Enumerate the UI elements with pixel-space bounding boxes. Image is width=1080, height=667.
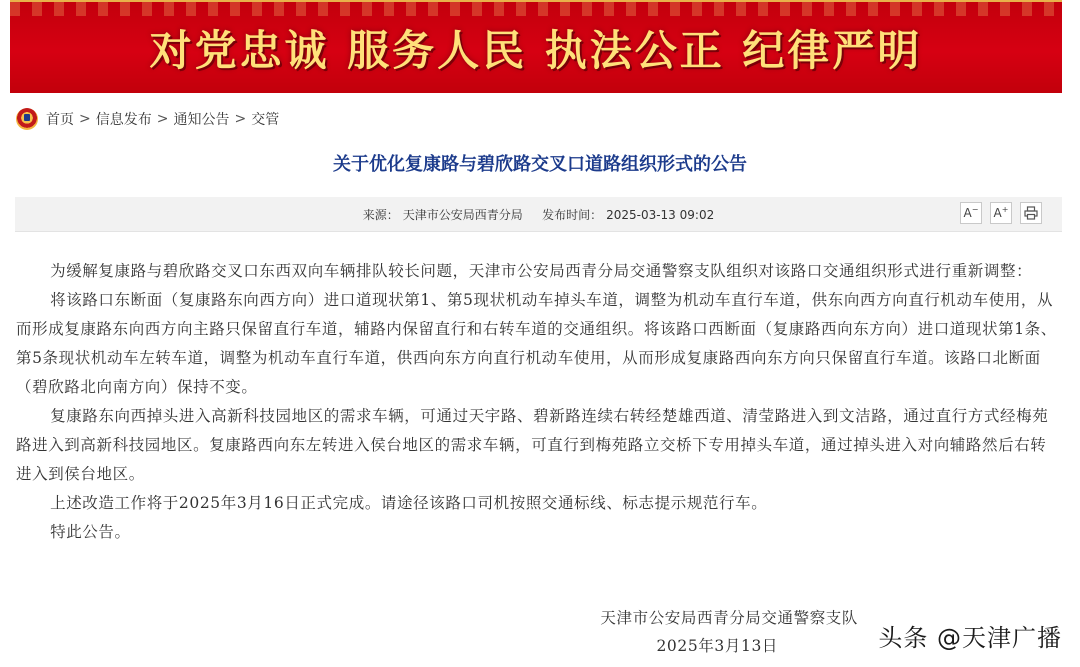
header-banner	[10, 0, 1062, 93]
banner-slogan: 对党忠诚 服务人民 执法公正 纪律严明	[149, 25, 923, 75]
signature-org: 天津市公安局西青分局交通警察支队	[600, 609, 858, 627]
breadcrumb-separator: >	[234, 111, 247, 127]
breadcrumb-notices[interactable]: 通知公告	[173, 112, 230, 128]
font-increase-label: A	[993, 206, 1002, 220]
breadcrumb-separator: >	[156, 111, 169, 127]
source-label: 来源：	[362, 208, 399, 222]
breadcrumb	[16, 108, 279, 130]
breadcrumb-home[interactable]: 首页	[46, 112, 74, 128]
article-title: 关于优化复康路与碧欣路交叉口道路组织形式的公告	[333, 154, 747, 175]
article-signature	[600, 604, 858, 660]
article-paragraph: 特此公告。	[50, 523, 131, 541]
source-value: 天津市公安局西青分局	[402, 208, 523, 222]
time-value: 2025-03-13 09:02	[606, 208, 715, 222]
print-button[interactable]	[1020, 202, 1042, 224]
toutiao-watermark: 头条 @天津广播	[878, 624, 1062, 652]
article-paragraph: 复康路东向西掉头进入高新科技园地区的需求车辆，可通过天宇路、碧新路连续右转经楚雄西道、清莹路进入到文洁路，通过直行方式经梅苑路进入到高新科技园地区。复康路西向东左转进入侯台地区的需求车辆，可直行到梅苑路立交桥下专用掉头车道，通过掉头进入对向辅路然后右转进入到侯台地区。	[16, 407, 1049, 483]
font-increase-button[interactable]: A +	[990, 202, 1012, 224]
article-body	[16, 257, 1062, 547]
font-decrease-button[interactable]: A −	[960, 202, 982, 224]
breadcrumb-traffic[interactable]: 交管	[251, 112, 280, 128]
font-decrease-label: A	[963, 206, 972, 220]
time-label: 发布时间：	[542, 208, 603, 222]
breadcrumb-separator: >	[79, 111, 91, 127]
article-paragraph: 上述改造工作将于2025年3月16日正式完成。请途径该路口司机按照交通标线、标志提示规范行车。	[50, 494, 768, 512]
breadcrumb-info-release[interactable]: 信息发布	[95, 112, 152, 128]
police-badge-icon	[16, 108, 38, 130]
article-meta	[15, 206, 1062, 223]
article-paragraph: 为缓解复康路与碧欣路交叉口东西双向车辆排队较长问题，天津市公安局西青分局交通警察支队组织对该路口交通组织形式进行重新调整：	[50, 262, 1033, 280]
printer-icon	[1024, 206, 1038, 220]
article-meta-bar	[15, 197, 1062, 232]
signature-date: 2025年3月13日	[656, 637, 778, 655]
article-paragraph: 将该路口东断面（复康路东向西方向）进口道现状第1、第5现状机动车掉头车道，调整为机动车直行车道，供东向西方向直行机动车使用，从而形成复康路东向西方向主路只保留直行车道，辅路内保留直行和右转车道的交通组织。将该路口西断面（复康路西向东方向）进口道现状第1条、第5条现状机动车左转车道，调整为机动车直行车道，供西向东方向直行机动车使用，从而形成复康路西向东方向只保留直行车道。该路口北断面（碧欣路北向南方向）保持不变。	[16, 291, 1057, 396]
